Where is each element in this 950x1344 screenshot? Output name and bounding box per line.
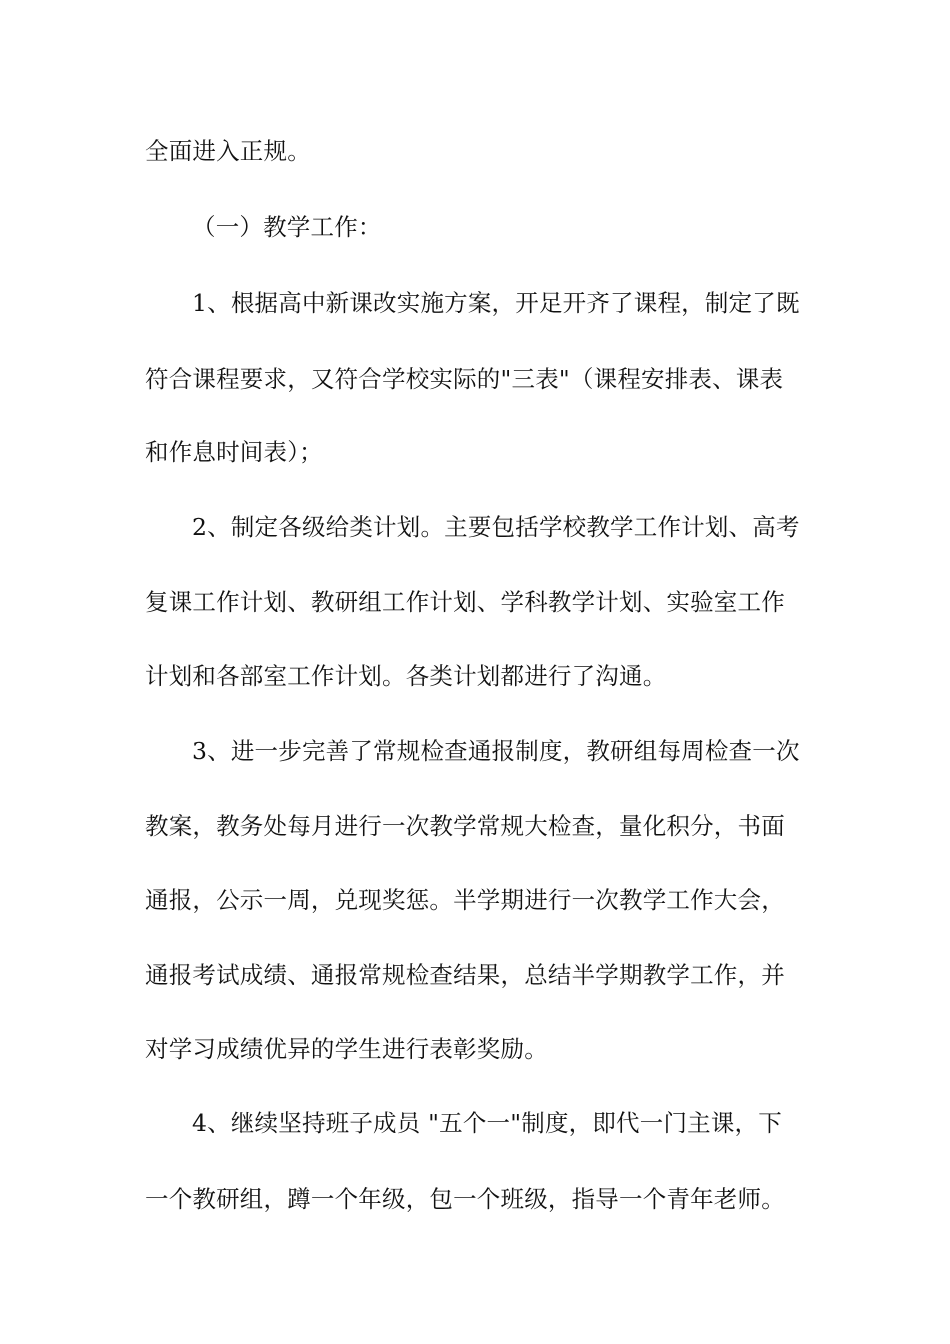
paragraph-line: 通报考试成绩、通报常规检查结果，总结半学期教学工作，并: [145, 961, 785, 989]
paragraph-line: 复课工作计划、教研组工作计划、学科教学计划、实验室工作: [145, 588, 785, 616]
paragraph-line: 1、根据高中新课改实施方案，开足开齐了课程，制定了既: [192, 289, 800, 317]
paragraph-line: 全面进入正规。: [145, 137, 311, 165]
paragraph-line: 3、进一步完善了常规检查通报制度，教研组每周检查一次: [192, 737, 800, 765]
section-heading: （一）教学工作：: [192, 213, 382, 241]
paragraph-line: 对学习成绩优异的学生进行表彰奖励。: [145, 1035, 548, 1063]
paragraph-line: 和作息时间表）；: [145, 438, 323, 466]
paragraph-line: 4、继续坚持班子成员 "五个一"制度，即代一门主课，下: [192, 1109, 782, 1137]
paragraph-line: 2、制定各级给类计划。主要包括学校教学工作计划、高考: [192, 513, 800, 541]
paragraph-line: 符合课程要求，又符合学校实际的"三表"（课程安排表、课表: [145, 365, 784, 393]
paragraph-line: 通报，公示一周，兑现奖惩。半学期进行一次教学工作大会，: [145, 886, 785, 914]
paragraph-line: 一个教研组，蹲一个年级，包一个班级，指导一个青年老师。: [145, 1185, 785, 1213]
paragraph-line: 教案，教务处每月进行一次教学常规大检查，量化积分，书面: [145, 812, 785, 840]
paragraph-line: 计划和各部室工作计划。各类计划都进行了沟通。: [145, 662, 667, 690]
